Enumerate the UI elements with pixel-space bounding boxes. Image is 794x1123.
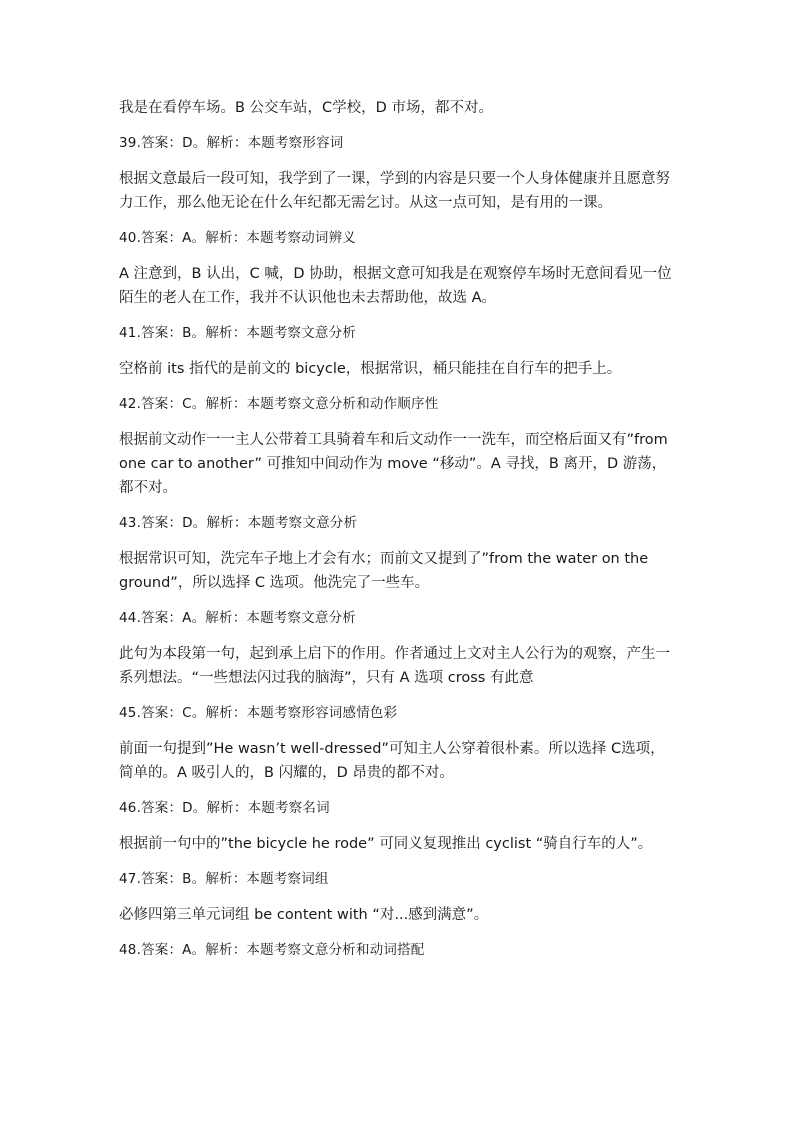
answer-40: 40.答案：A。解析：本题考察动词辨义 <box>119 230 357 246</box>
answer-48: 48.答案：A。解析：本题考察文意分析和动词搭配 <box>119 942 425 958</box>
paragraph-39-explanation: 根据文意最后一段可知，我学到了一课，学到的内容是只要一个人身体健康并且愿意努力工作，那么他无论在什么年纪都无需乞讨。从这一点可知，是有用的一课。 <box>119 171 670 211</box>
answer-43: 43.答案：D。解析：本题考察文意分析 <box>119 515 358 531</box>
paragraph-40-explanation: A 注意到，B 认出，C 喊，D 协助，根据文意可知我是在观察停车场时无意间看见一位陌生的老人在工作，我并不认识他也未去帮助他，故选 A。 <box>119 266 672 306</box>
paragraph-41-explanation: 空格前 its 指代的是前文的 bicycle，根据常识，桶只能挂在自行车的把手上。 <box>119 361 622 377</box>
answer-46: 46.答案：D。解析：本题考察名词 <box>119 800 330 816</box>
answer-44: 44.答案：A。解析：本题考察文意分析 <box>119 610 357 626</box>
paragraph-38-explanation: 我是在看停车场。B 公交车站，C学校，D 市场，都不对。 <box>119 100 493 116</box>
answer-39: 39.答案：D。解析：本题考察形容词 <box>119 135 344 151</box>
answer-42: 42.答案：C。解析：本题考察文意分析和动作顺序性 <box>119 396 439 412</box>
paragraph-45-explanation: 前面一句提到”He wasn’t well-dressed”可知主人公穿着很朴素。所以选择 C选项，简单的。A 吸引人的，B 闪耀的，D 昂贵的都不对。 <box>119 741 665 781</box>
answer-41: 41.答案：B。解析：本题考察文意分析 <box>119 325 357 341</box>
paragraph-42-explanation: 根据前文动作一一主人公带着工具骑着车和后文动作一一洗车，而空格后面又有”from one car to another” 可推知中间动作为 move “移动”。A 寻找，B 离开，D 游荡，都不对。 <box>119 432 668 496</box>
paragraph-47-explanation: 必修四第三单元词组 be content with “对...感到满意”。 <box>119 907 489 923</box>
paragraph-46-explanation: 根据前一句中的”the bicycle he rode” 可同义复现推出 cyclist “骑自行车的人”。 <box>119 836 653 852</box>
document-page <box>119 96 679 974</box>
paragraph-44-explanation: 此句为本段第一句，起到承上启下的作用。作者通过上文对主人公行为的观察，产生一系列想法。“一些想法闪过我的脑海”，只有 A 选项 cross 有此意 <box>119 646 670 686</box>
paragraph-43-explanation: 根据常识可知，洗完车子地上才会有水；而前文又提到了”from the water on the ground”，所以选择 C 选项。他洗完了一些车。 <box>119 551 649 591</box>
answer-47: 47.答案：B。解析：本题考察词组 <box>119 871 329 887</box>
answer-45: 45.答案：C。解析：本题考察形容词感情色彩 <box>119 705 398 721</box>
